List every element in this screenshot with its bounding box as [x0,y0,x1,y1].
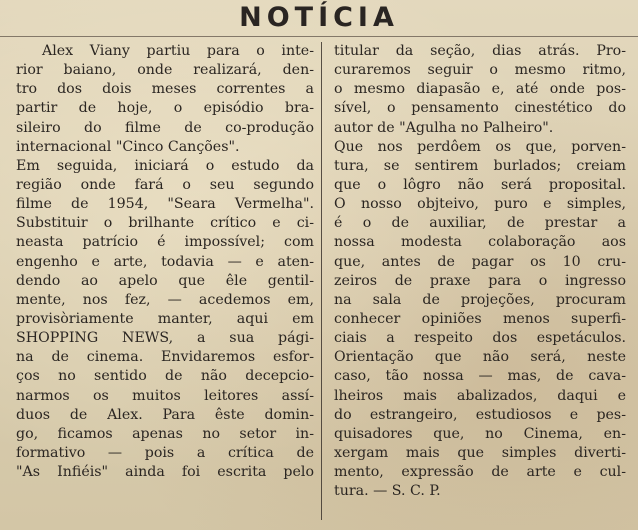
right-line: Orientação que não será, neste [334,349,626,366]
right-line: Que nos perdôem os que, porven- [334,138,626,155]
headline-rule [0,36,638,37]
right-line: autor de "Agulha no Palheiro". [334,119,554,136]
right-line: lheiros mais abalizados, daqui e [334,387,626,404]
headline: NOTÍCIA [239,2,399,33]
right-line: ciais a respeito dos espetáculos. [334,330,626,347]
left-line: Em seguida, iniciará o estudo da [16,157,314,174]
right-line: xergam mais que simples diverti- [334,444,626,461]
left-line: internacional "Cinco Canções". [16,138,240,155]
left-line: formativo — pois a crítica de [16,444,314,461]
left-line: dendo ao apelo que êle gentil- [16,272,314,289]
right-line: caso, tão nossa — mas, de cava- [334,368,626,385]
left-line: mente, nos fez, — acedemos em, [16,291,314,308]
left-line: região onde fará o seu segundo [16,176,314,193]
left-line: ços no sentido de não decepcio- [16,368,314,385]
left-line: sileiro do filme de co-produção [16,119,314,136]
left-column [16,42,314,482]
right-line: é o de auxiliar, de prestar a [334,215,626,232]
right-line: titular da seção, dias atrás. Pro- [334,43,626,59]
left-line: engenho e arte, todavia — e aten- [16,253,314,270]
right-line: sível, o pensamento cinestético do [334,100,626,117]
left-line: na de cinema. Envidaremos esfor- [16,349,314,366]
right-line: que o lôgro não será proposital. [334,176,626,193]
left-line: SHOPPING NEWS, a sua pági- [16,330,314,347]
right-line: O nosso objteivo, puro e simples, [334,196,626,213]
right-line: tura. — S. C. P. [334,483,441,500]
left-line: filme de 1954, "Seara Vermelha". [16,196,314,213]
left-line: rior baiano, onde realizará, den- [16,62,314,79]
column-divider [321,42,322,520]
right-line: na sala de projeções, procuram [334,291,626,308]
right-line: zeiros de praxe para o ingresso [334,272,626,289]
right-line: o mesmo diapasão e, até onde pos- [334,81,626,98]
left-line: provisòriamente manter, aqui em [16,310,314,327]
right-line: quisadores que, no Cinema, en- [334,425,626,442]
right-line: curaremos seguir o mesmo ritmo, [334,62,626,79]
left-line: go, ficamos apenas no setor in- [16,425,314,442]
left-line: partir de hoje, o episódio bra- [16,100,314,117]
right-line: do estrangeiro, estudiosos e pes- [334,406,626,423]
left-line: narmos os muitos leitores assí- [16,387,314,404]
right-line: conhecer opiniões menos superfi- [334,310,626,327]
left-line: "As Infiéis" ainda foi escrita pelo [16,464,314,481]
left-line: neasta patrício é impossível; com [16,234,314,251]
left-line: tro dos dois meses correntes a [16,81,314,98]
left-line: Alex Viany partiu para o inte- [42,43,314,59]
left-line: Substituir o brilhante crítico e ci- [16,215,314,232]
right-line: mento, expressão de arte e cul- [334,464,626,481]
right-column [334,42,626,501]
right-line: tura, se sentirem burlados; creiam [334,157,626,174]
right-line: nossa modesta colaboração aos [334,234,626,251]
left-line: duos de Alex. Para êste domin- [16,406,314,423]
right-line: que, antes de pagar os 10 cru- [334,253,626,270]
